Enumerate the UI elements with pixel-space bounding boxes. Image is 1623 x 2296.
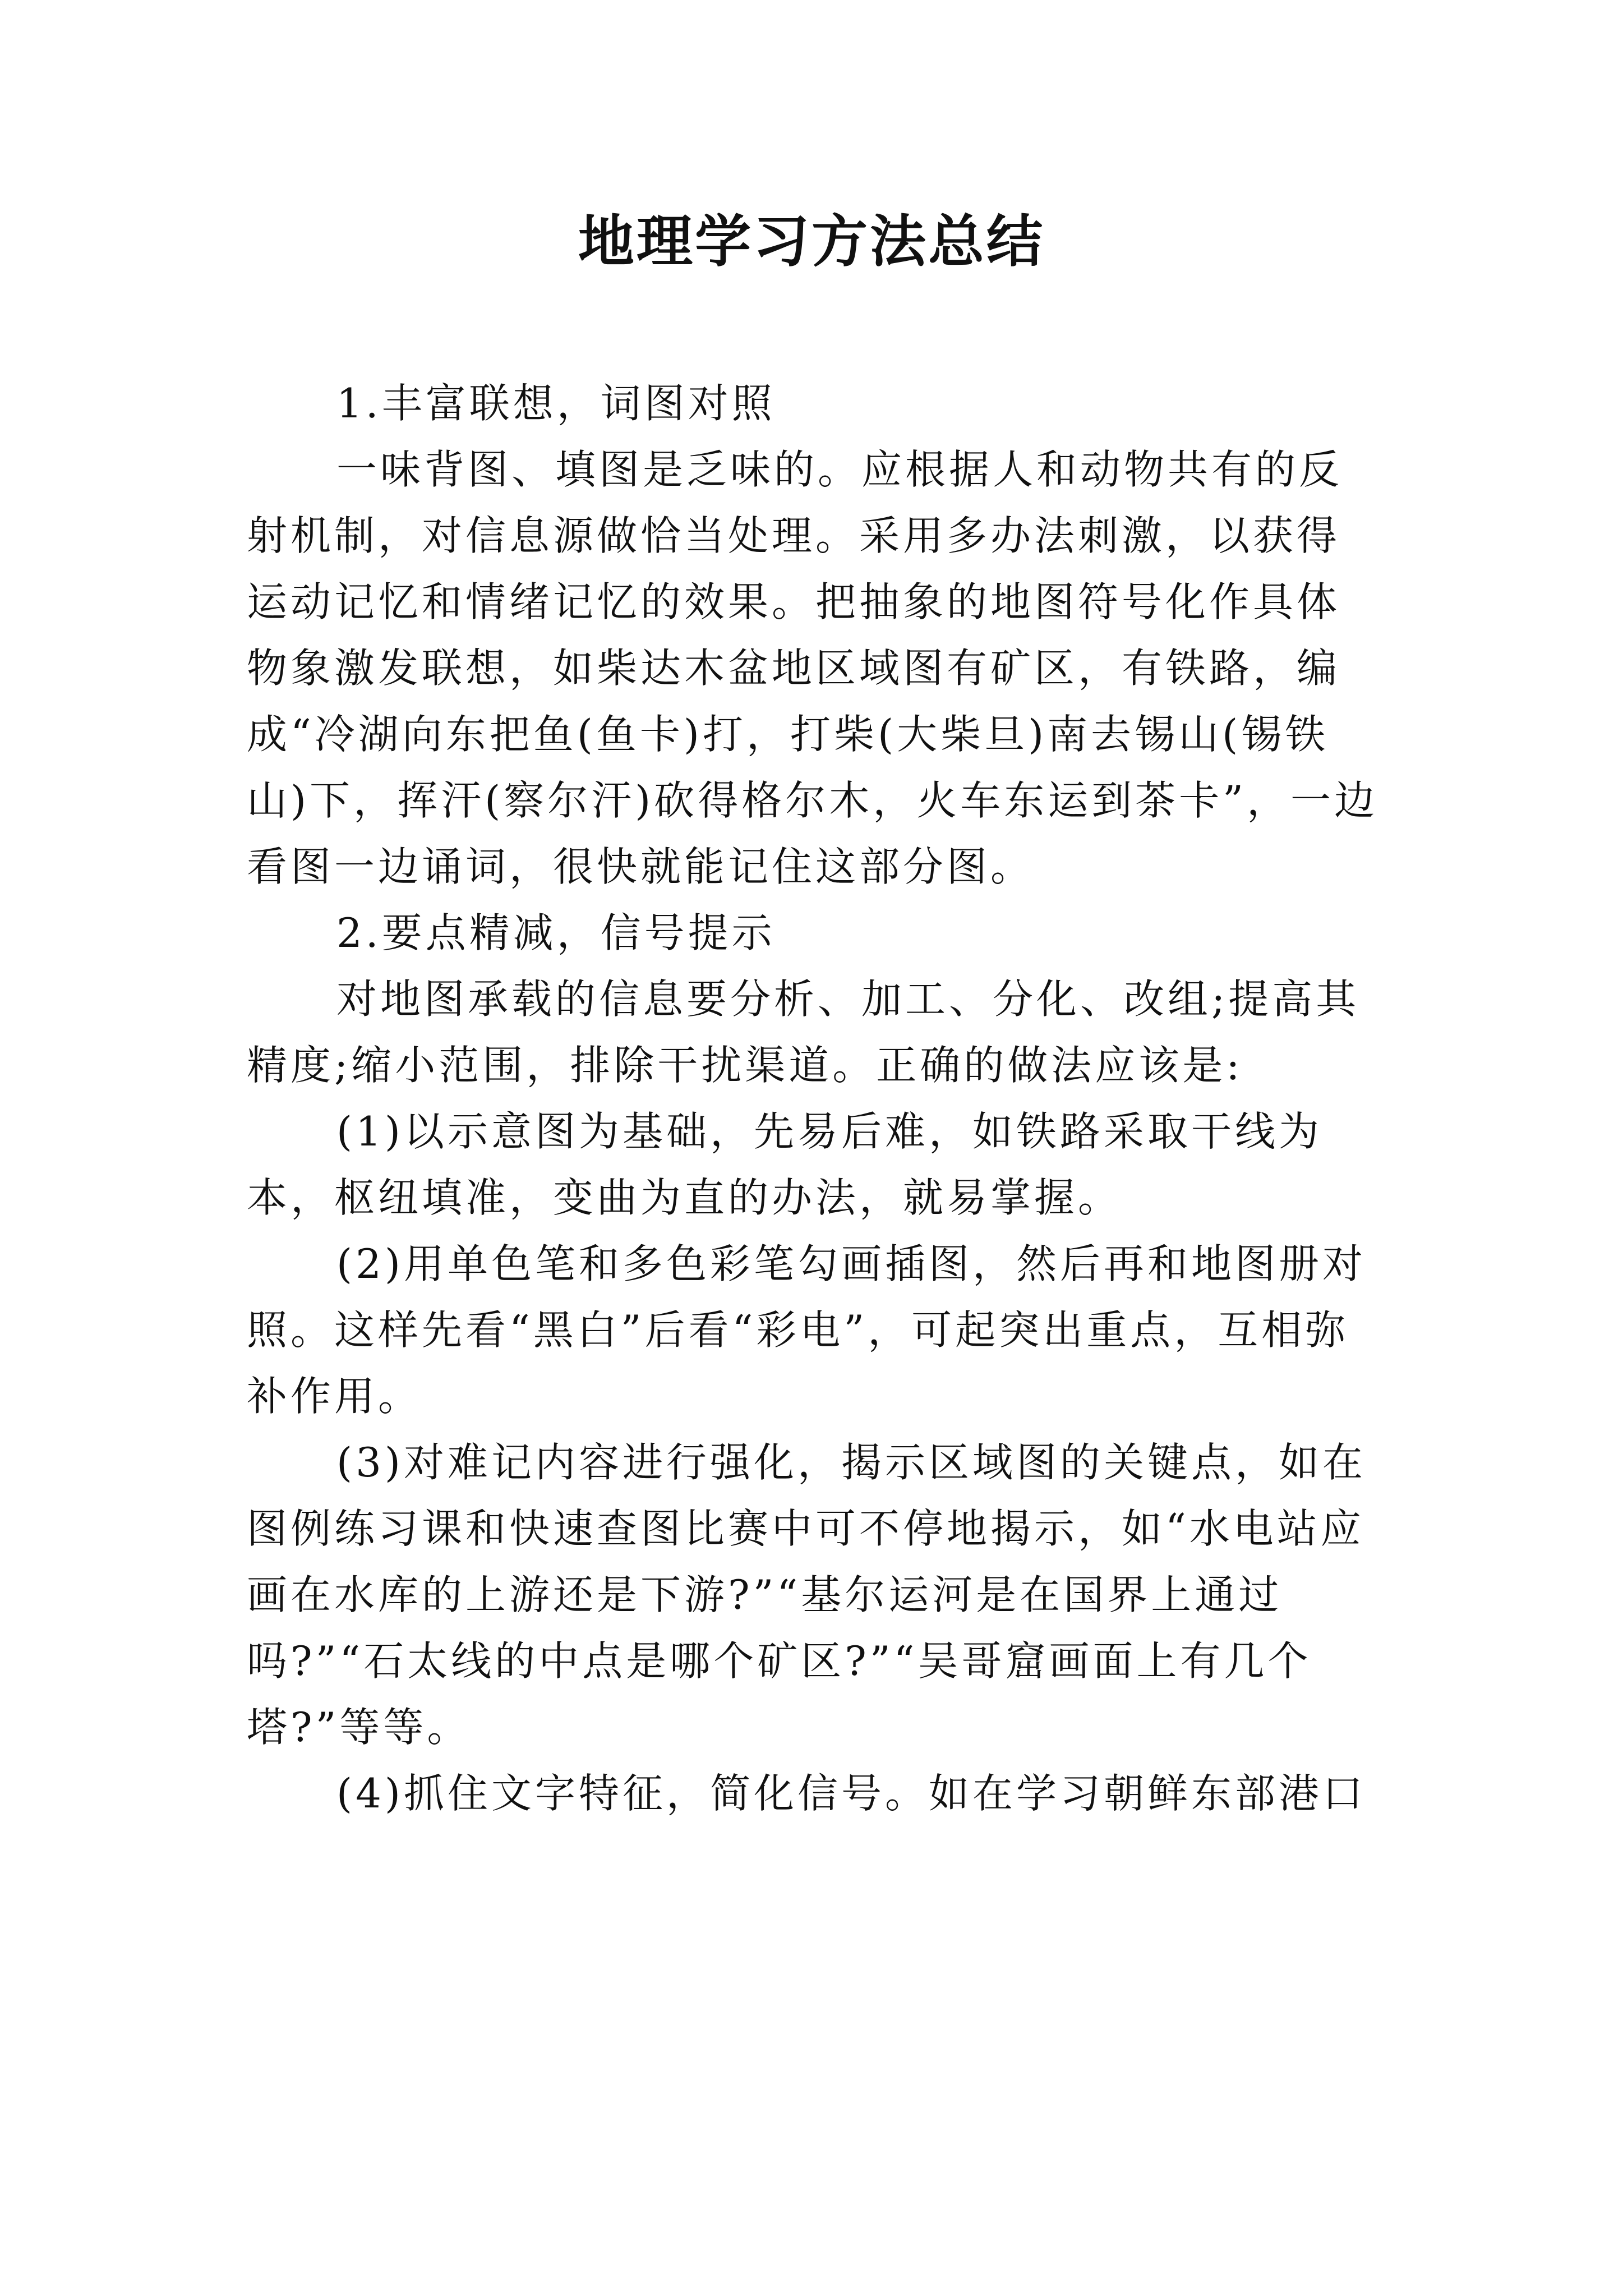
list-item-1: (1)以示意图为基础，先易后难，如铁路采取干线为本，枢纽填准，变曲为直的办法，就易掌握。: [247, 1108, 1322, 1221]
list-item-3: (3)对难记内容进行强化，揭示区域图的关键点，如在图例练习课和快速查图比赛中可不停地揭示，如“水电站应画在水库的上游还是下游?”“基尔运河是在国界上通过吗?”“石太线的中点是哪个矿区?”“吴哥窟画面上有几个塔?”等等。: [247, 1439, 1366, 1751]
paragraph: 对地图承载的信息要分析、加工、分化、改组;提高其精度;缩小范围，排除干扰渠道。正确的做法应该是:: [247, 976, 1360, 1089]
document-body: [247, 370, 1380, 1826]
paragraph: 一味背图、填图是乏味的。应根据人和动物共有的反射机制，对信息源做恰当处理。采用多办法刺激，以获得运动记忆和情绪记忆的效果。把抽象的地图符号化作具体物象激发联想，如柴达木盆地区域图有矿区，有铁路，编成“冷湖向东把鱼(鱼卡)打，打柴(大柴旦)南去锡山(锡铁山)下，挥汗(察尔汗)砍得格尔木，火车东运到茶卡”，一边看图一边诵词，很快就能记住这部分图。: [247, 446, 1378, 890]
section-heading-1: 1.丰富联想，词图对照: [336, 380, 776, 427]
section-heading-2: 2.要点精减，信号提示: [336, 909, 776, 956]
list-item-4: (4)抓住文字特征，简化信号。如在学习朝鲜东部港口: [336, 1770, 1366, 1817]
list-item-2: (2)用单色笔和多色彩笔勾画插图，然后再和地图册对照。这样先看“黑白”后看“彩电”，可起突出重点，互相弥补作用。: [247, 1240, 1366, 1420]
document-title: 地理学习方法总结: [578, 208, 1045, 274]
